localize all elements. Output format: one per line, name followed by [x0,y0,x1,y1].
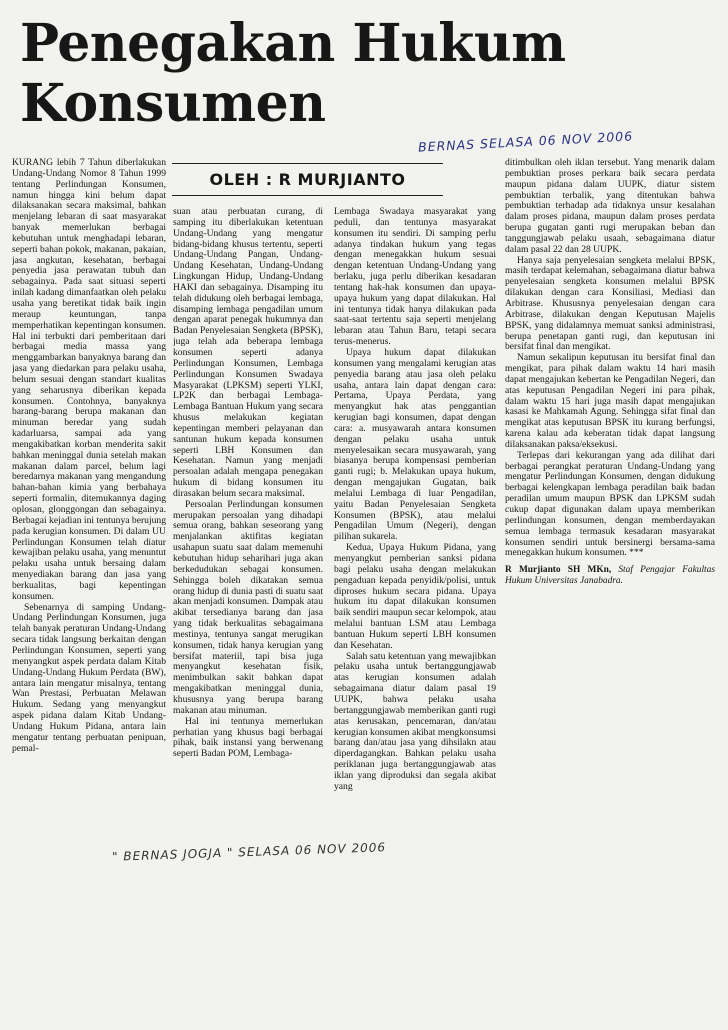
headline [20,14,566,134]
paragraph: ditimbulkan oleh iklan tersebut. Yang menarik dalam pembuktian proses perkara baik secara perdata maupun pidana dalam UUPK, diatur sistem pembuktian terbalik, yang ditentukan bahwa pembuktian terhadap ada tidaknya unsur kesalahan dalam proses pidana, maupun dalam proses perdata berupa gugatan ganti rugi merupakan beban dan tanggungjawab pelaku usaah, sebagaimana diatur dalam pasal 22 dan 28 UUPK. [505,158,715,255]
paragraph: Persoalan Perlindungan konsumen merupakan persoalan yang dihadapi semua orang, bahkan seseorang yang menjalankan aktifitas kegiatan usahapun suatu saat dalam memenuhi kebutuhan hidup seharihari juga akan berkedudukan sebagai konsumen. Sehingga boleh dikatakan semua orang hidup di dunia pasti di suatu saat akan menjadi konsumen. Dampak atau akibat tersedianya barang dan jasa yang tidak berkualitas sebagaimana mestinya, tentunya sangat merugikan konsumen, tidak hanya kerugian yang bersifat materiil, tapi bisa juga menyangkut kesehatan fisik, menimbulkan sakit bahkan dapat mengakibatkan meninggal dunia, khususnya yang berupa barang makanan atau minuman. [173,498,323,716]
paragraph: Kedua, Upaya Hukum Pidana, yang menyangkut pemberian sanksi pidana bagi pelaku usaha dengan melakukan pengaduan kepada penyidik/polisi, untuk diproses hukum secara pidana. Upaya hukum itu dapat dilakukan konsumen baik sendiri maupun secar kelompok, atau melalui bantuan LSM atau Lembaga bantuan Hukum seperti LBH konsumen dan Kesehatan. [334,542,496,651]
byline: OLEH : R MURJIANTO [209,170,406,189]
paragraph: suan atau perbuatan curang, di samping itu diberlakukan ketentuan Undang-Undang yang mengatur bidang-bidang khusus tertentu, seperti Undang-Undang Pangan, Undang-Undang Kesehatan, Undang-Undang Lingkungan Hidup, Undang-Undang HAKI dan sebagainya. Disamping itu telah didukung oleh berbagai lembaga, disamping lembaga pengadilan umum dengan aparat penegak hukumnya dan Badan Penyelesaian Sengketa (BPSK), juga telah ada beberapa lembaga konsumen seperti adanya Perlindungan Konsumen, Lembaga Perlindungan Konsumen Swadaya Masyarakat (LPKSM) seperti YLKI, LP2K dan berbagai Lembaga-Lembaga Bantuan Hukum yang secara khusus melakukan kegiatan kepentingan memberi pelayanan dan santunan hukum kepada konsumen seperti LBH Konsumen dan Kesehatan. Namun yang menjadi persoalan adalah mengapa penegakan hukum di bidang konsumen itu dirasakan belum secara maksimal. [173,207,323,499]
article-column-3 [334,207,496,834]
headline-line-1: Penegakan Hukum [20,13,566,74]
paragraph: Sebenarnya di samping Undang-Undang Perlindungan Konsumen, juga telah banyak peraturan Undang-Undang secara tidak langsung berkaitan dengan Perlindungan Konsumen, seperti yang menyangkut aspek perdata dalam Kitab Undang-Undang Hukum Perdata (BW), antara lain mengatur misalnya, tentang Wan Prestasi, Perbuatan Melawan Hukum. Sedang yang menyangkut aspek pidana dalam Kitab Undang-Undang Hukum Pidana, antara lain mengatur tentang perbuatan penipuan, pemal- [12,601,166,754]
headline-line-2: Konsumen [20,73,326,134]
article-column-2 [173,207,323,834]
paragraph: Namun sekalipun keputusan itu bersifat final dan mengikat, para pihak dalam waktu 14 hari masih dapat mengajukan kebertan ke Pengadilan Negeri, dan atas keputusan Pengadilan Negeri ini para pihak, dalam waktu 15 hari juga masih dapat mengajukan kasasi ke Mahkamah Agung. Sehingga sifat final dan mengikat atas keputusan BPSK itu kurang berfungsi, karena kalau ada keberatan tidak dapat langsung dilaksanakan paksa/eksekusi. [505,352,715,450]
author-credit [505,565,715,587]
author-role: Staf Pengajar Fakultas Hukum Universitas Janabadra. [505,565,715,587]
author-name: R Murjianto SH MKn, [505,565,612,576]
handwritten-note-bottom: " BERNAS JOGJA " SELASA 06 NOV 2006 [111,840,387,864]
article-column-1 [12,158,166,834]
byline-box [172,163,443,196]
paragraph: Upaya hukum dapat dilakukan konsumen yang mengalami kerugian atas penyedia barang atau jasa oleh pelaku usaha, antara lain dapat dengan cara: Pertama, Upaya Perdata, yang menyangkut hak atas penggantian kerugian bagi konsumen, dapat dengan cara: a. musyawarah antara konsumen dengan pelaku usaha untuk menyelesaikan secara musyawarah, yang biasanya berupa kompensasi pemberian ganti rugi; b. Melakukan upaya hukum, dengan mengajukan Gugatan, baik melalui Lembaga di luar Pengadilan, yaitu Badan Penyelesaian Sengketa Konsumen (BPSK), atau melalui Pengadilan Umum (Negeri), dengan pilihan sukarela. [334,346,496,543]
article-column-4 [505,158,715,828]
paragraph: Lembaga Swadaya masyarakat yang peduli, dan tentunya masyarakat konsumen itu sendiri. Di samping perlu adanya tindakan hukum yang tegas dengan menegakkan hukum sesuai dengan ketentuan Undang-Undang yang berlaku, juga perlu diberikan kesadaran tentang hak-hak konsumen dan upaya-upaya hukum yang dapat dilakukan. Hal ini tentunya tidak hanya dilakukan pada saat-saat tertentu saja seperti menjelang lebaran atau Tahun Baru, tetapi secara terus-menerus. [334,207,496,348]
paragraph: Terlepas dari kekurangan yang ada dilihat dari berbagai perangkat peraturan Undang-Undang yang mengatur Perlindungan Konsumen, dengan didukung berbagai kelengkapan lembaga peradilan baik badan peradilan umum maupun BPSK dan LPKSM sudah cukup dapat digunakan dalam upaya memberikan perlindungan konsumen, dengan memberdayakan semua lembaga termasuk kesadaran masyarakat konsumen sendiri untuk bersinergi bersama-sama menegakkan hukum konsumen. *** [505,449,715,559]
paragraph: Hal ini tentunya memerlukan perhatian yang khusus bagi berbagai pihak, baik instansi yang berwenang seperti Badan POM, Lembaga- [173,715,323,760]
paragraph: Hanya saja penyelesaian sengketa melalui BPSK, masih terdapat kelemahan, sebagaimana diatur bahwa penyelesaian sengketa konsumen melalui BPSK dilakukan dengan cara Konsiliasi, Mediasi dan Arbitrase. Khususnya penyelesaian dengan cara Arbitrase, dilakukan dengan Keputusan Majelis BPSK, yang didalamnya memuat sanksi administrasi, berupa penetapan ganti rugi, dan keputusan ini bersifat final dan mengikat. [505,254,715,353]
paragraph: Salah satu ketentuan yang mewajibkan pelaku usaha untuk bertanggungjawab atas kerugian konsumen adalah sebagaimana diatur dalam pasal 19 UUPK, bahwa pelaku usaha bertanggungjawab memberikan ganti rugi atas kerusakan, pencemaran, dan/atau kerugian konsumen akibat mengkonsumsi barang dan/atau jasa yang dihsilakn atau diperdagangkan. Bahkan pelaku usaha periklanan juga bertanggungjawab atas iklan yang diproduksi dan segala akibat yang [334,650,496,792]
handwritten-note-top: BERNAS SELASA 06 NOV 2006 [417,128,634,155]
paragraph: KURANG lebih 7 Tahun diberlakukan Undang-Undang Nomor 8 Tahun 1999 tentang Perlindungan Konsumen, namun hingga kini belum dapat dilaksanakan secara maksimal, bahkan menjelang lebaran di saat masyarakat banyak memerlukan berbagai kebutuhan untuk menghadapi lebaran, seperti bahan pokok, makanan, pakaian, jasa angkutan, kesehatan, berbagai penyedia jasa perawatan tubuh dan sebagainya. Pada saat situasi seperti inilah kadang dimanfaatkan oleh pelaku usaha yang beretikat tidak baik ingin meraup keuntungan, tanpa memperhatikan kepentingan konsumen. Hal ini terbukti dari pemberitaan dari berbagai media massa yang menggambarkan banyaknya barang dan jasa yang diedarkan para pelaku usaha, belum sesuai dengan standart kualitas yang seharusnya diberikan kepada konsumen. Contohnya, banyaknya barang-barang berupa makanan dan minuman beredar yang sudah kadarluarsa, sampai ada yang mengakibatkan korban menderita sakit bahkan meninggal dunia setelah makan makanan dalam parcel, belum lagi beredarnya makanan yang mengandung bahan-bahan kimia yang berbahaya seperti formalin, ditemukannya daging oplosan, glonggongan dan sebagainya. Berbagai kejadian ini tentunya berujung pada kerugian konsumen. Di dalam UU Perlindungan Konsumen telah diatur kewajiban pelaku usaha, yang menuntut pelaku usaha untuk bersaing dalam menyediakan barang dan jasa yang berkualitas, bagi kepentingan konsumen. [12,158,166,602]
